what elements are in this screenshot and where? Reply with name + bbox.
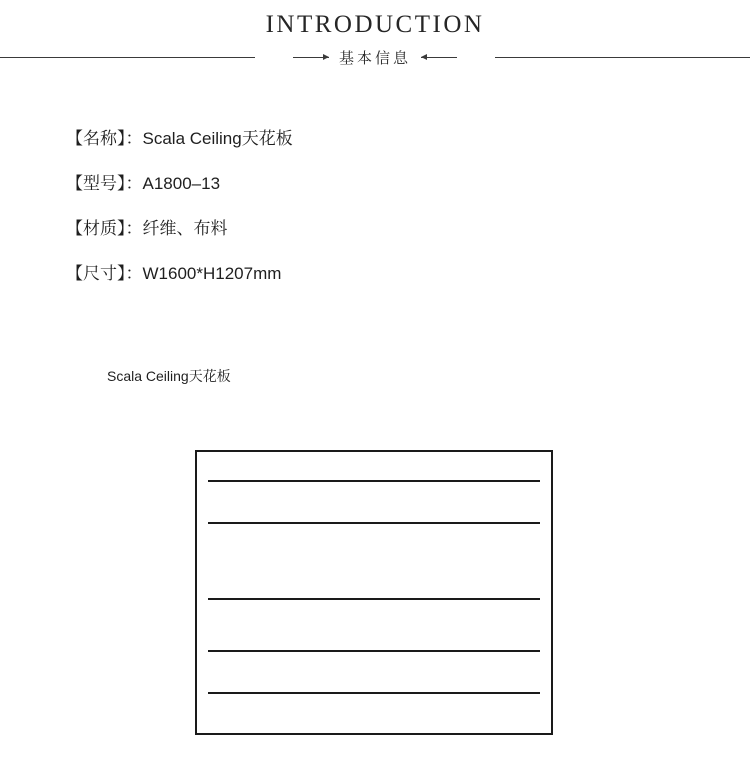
spec-row (66, 263, 293, 284)
spec-value-name: Scala Ceiling天花板 (142, 129, 293, 148)
spec-value-model: A1800–13 (142, 174, 221, 193)
slat-line (208, 522, 540, 524)
spec-row (66, 128, 293, 149)
spec-label-size: 【尺寸】： (66, 264, 143, 283)
spec-label-model: 【型号】： (66, 174, 143, 193)
header-subtitle-group (0, 44, 750, 70)
section-header (0, 0, 750, 70)
arrow-right-icon (293, 54, 329, 61)
spec-value-material: 纤维、布料 (142, 219, 228, 238)
slat-line (208, 480, 540, 482)
slat-line (208, 650, 540, 652)
ceiling-panel-line-drawing (195, 450, 553, 735)
header-subtitle: 基本信息 (338, 49, 411, 67)
spec-row (66, 218, 293, 239)
arrow-left-icon (421, 54, 457, 61)
slat-line (208, 692, 540, 694)
spec-list (66, 128, 293, 308)
spec-label-name: 【名称】： (66, 129, 143, 148)
slat-line (208, 598, 540, 600)
header-divider (0, 44, 750, 70)
drawing-caption: Scala Ceiling天花板 (107, 368, 231, 384)
spec-value-size: W1600*H1207mm (142, 264, 282, 283)
spec-row (66, 173, 293, 194)
page-title: INTRODUCTION (265, 11, 485, 38)
spec-label-material: 【材质】： (66, 219, 143, 238)
